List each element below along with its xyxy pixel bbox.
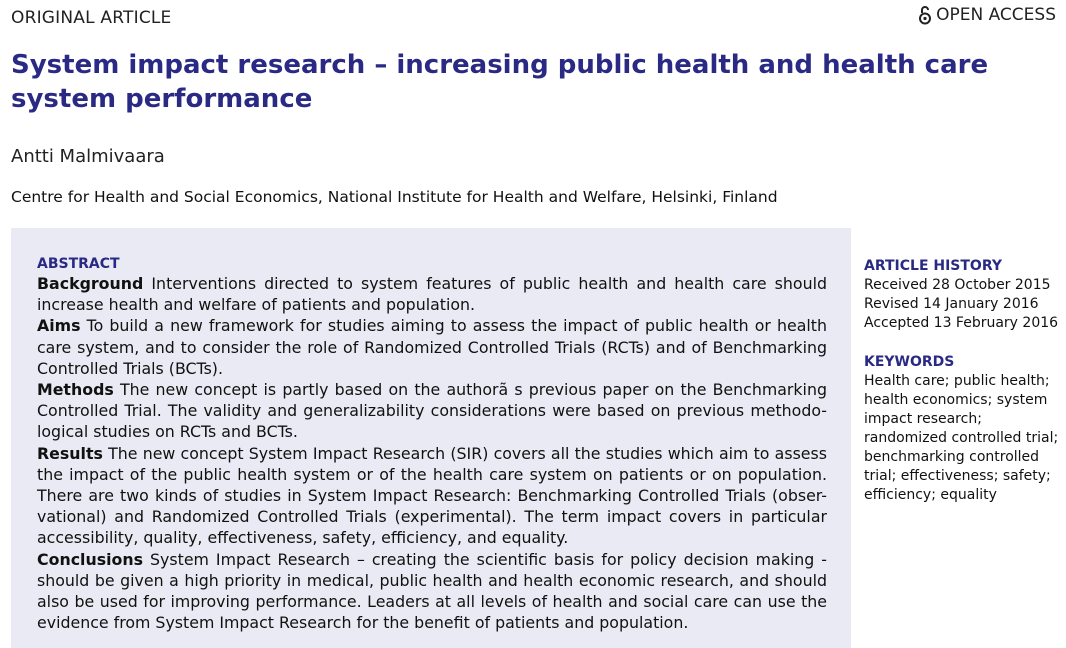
article-title: System impact research – increasing public health and health care system performance	[11, 50, 989, 114]
section-label: Methods	[37, 380, 114, 400]
section-text: The new concept is partly based on the authorã s previous paper on the Benchmarking Controlled Trial. The validity and generalizability considerations were based on previous methodo-logical studies on RCTs and BCTs.	[37, 380, 827, 442]
article-history	[864, 257, 1059, 333]
section-label: Conclusions	[37, 549, 144, 569]
section-label: Aims	[37, 316, 81, 336]
author-name: Antti Malmivaara	[11, 146, 165, 167]
abstract-background	[37, 273, 827, 315]
section-text: System Impact Research – creating the scientific basis for policy decision making - should be given a high priority in medical, public health and health economic research, and should also be used for improving performance. Leaders at all levels of health and social care can use the evidence from System Impact Research for the benefit of patients and population.	[37, 549, 827, 633]
open-access-lock-icon	[918, 5, 932, 25]
keywords-heading: KEYWORDS	[864, 354, 955, 370]
author-affiliation: Centre for Health and Social Economics, National Institute for Health and Welfare, Helsinki, Finland	[11, 188, 778, 206]
abstract-content	[37, 255, 827, 633]
revised-date: Revised 14 January 2016	[864, 296, 1039, 312]
abstract-box	[11, 228, 851, 648]
section-text: To build a new framework for studies aiming to assess the impact of public health or health care system, and to consider the role of Randomized Controlled Trials (RCTs) and of Benchmarking Controlled Trials (BCTs).	[37, 316, 827, 378]
open-access-badge	[918, 5, 1056, 25]
abstract-conclusions	[37, 549, 827, 634]
section-label: Results	[37, 443, 103, 463]
abstract-methods	[37, 379, 827, 443]
keywords-section	[864, 353, 1059, 505]
keywords-list: Health care; public health; health economics; system impact research; randomized controlled trial; benchmarking controlled trial; effectiveness; safety; efficiency; equality	[864, 373, 1059, 503]
received-date: Received 28 October 2015	[864, 277, 1051, 293]
section-text: Interventions directed to system features of public health and health care should increase health and welfare of patients and population.	[37, 274, 827, 315]
section-text: The new concept System Impact Research (SIR) covers all the studies which aim to assess the impact of the public health system or of the health care system on patients or on population. There are two kinds of studies in System Impact Research: Benchmarking Controlled Trials (obser-vational) and Randomized Controlled Trials (experimental). The term impact covers in particular accessibility, quality, effectiveness, safety, efficiency, and equality.	[37, 443, 827, 548]
abstract-results	[37, 443, 827, 549]
open-access-label: OPEN ACCESS	[936, 5, 1056, 25]
abstract-aims	[37, 315, 827, 379]
article-history-heading: ARTICLE HISTORY	[864, 258, 1002, 274]
accepted-date: Accepted 13 February 2016	[864, 315, 1059, 331]
article-type-label: ORIGINAL ARTICLE	[11, 8, 172, 28]
abstract-heading: ABSTRACT	[37, 256, 120, 272]
section-label: Background	[37, 274, 144, 293]
